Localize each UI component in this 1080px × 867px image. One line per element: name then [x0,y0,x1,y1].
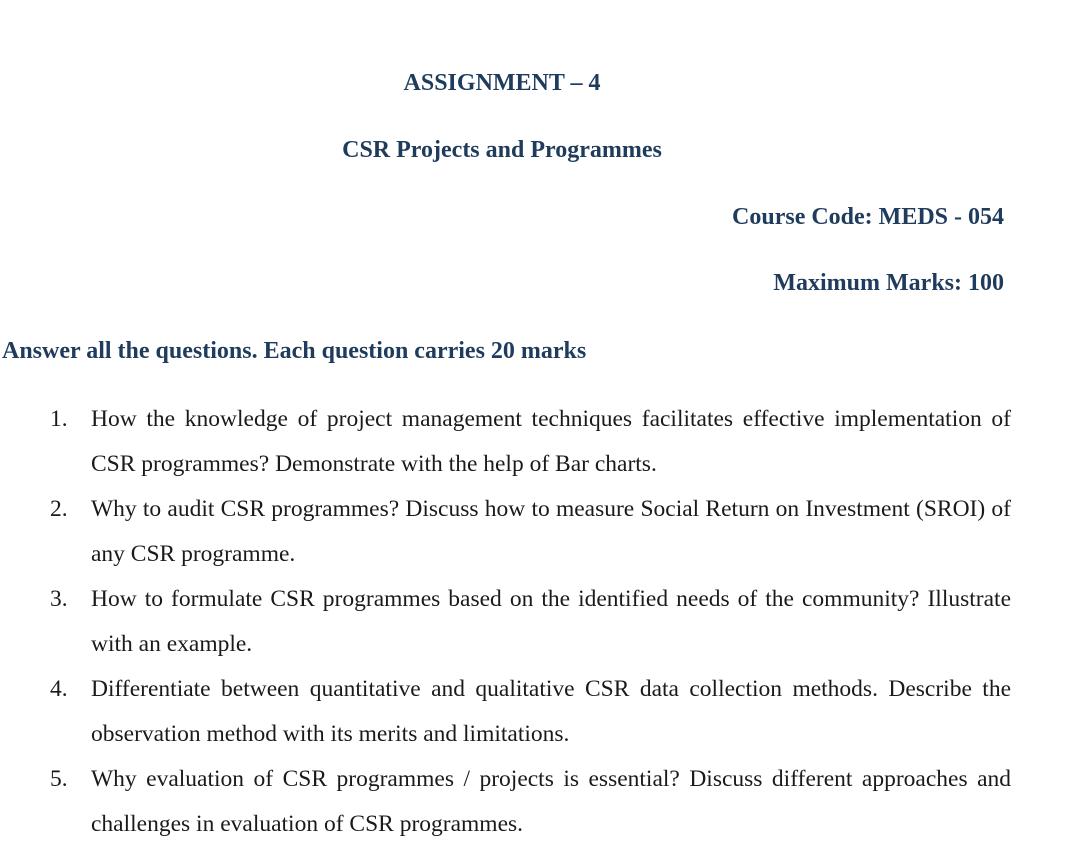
question-item [0,487,1011,577]
question-text: How to formulate CSR programmes based on the identified needs of the community? Illustrate with an example. [91,586,1011,657]
question-item [0,757,1011,847]
question-number: 3. [50,586,68,612]
question-text: Why to audit CSR programmes? Discuss how to measure Social Return on Investment (SROI) of any CSR programme. [91,496,1011,567]
assignment-subtitle: CSR Projects and Programmes [342,137,662,163]
question-text: Differentiate between quantitative and qualitative CSR data collection methods. Describe the observation method with its merits and limitations. [91,676,1011,747]
maximum-marks: Maximum Marks: 100 [773,270,1004,296]
question-number: 1. [50,406,68,432]
question-text: How the knowledge of project management techniques facilitates effective implementation of CSR programmes? Demonstrate with the help of Bar charts. [91,406,1011,477]
question-number: 2. [50,496,68,522]
question-text: Why evaluation of CSR programmes / projects is essential? Discuss different approaches and challenges in evaluation of CSR programmes. [91,766,1011,837]
assignment-title: ASSIGNMENT – 4 [403,70,601,96]
question-number: 5. [50,766,68,792]
question-item [0,577,1011,667]
question-number: 4. [50,676,68,702]
instructions: Answer all the questions. Each question carries 20 marks [2,338,587,364]
question-item [0,667,1011,757]
question-list [0,397,1080,847]
course-code: Course Code: MEDS - 054 [732,204,1004,230]
question-item [0,397,1011,487]
